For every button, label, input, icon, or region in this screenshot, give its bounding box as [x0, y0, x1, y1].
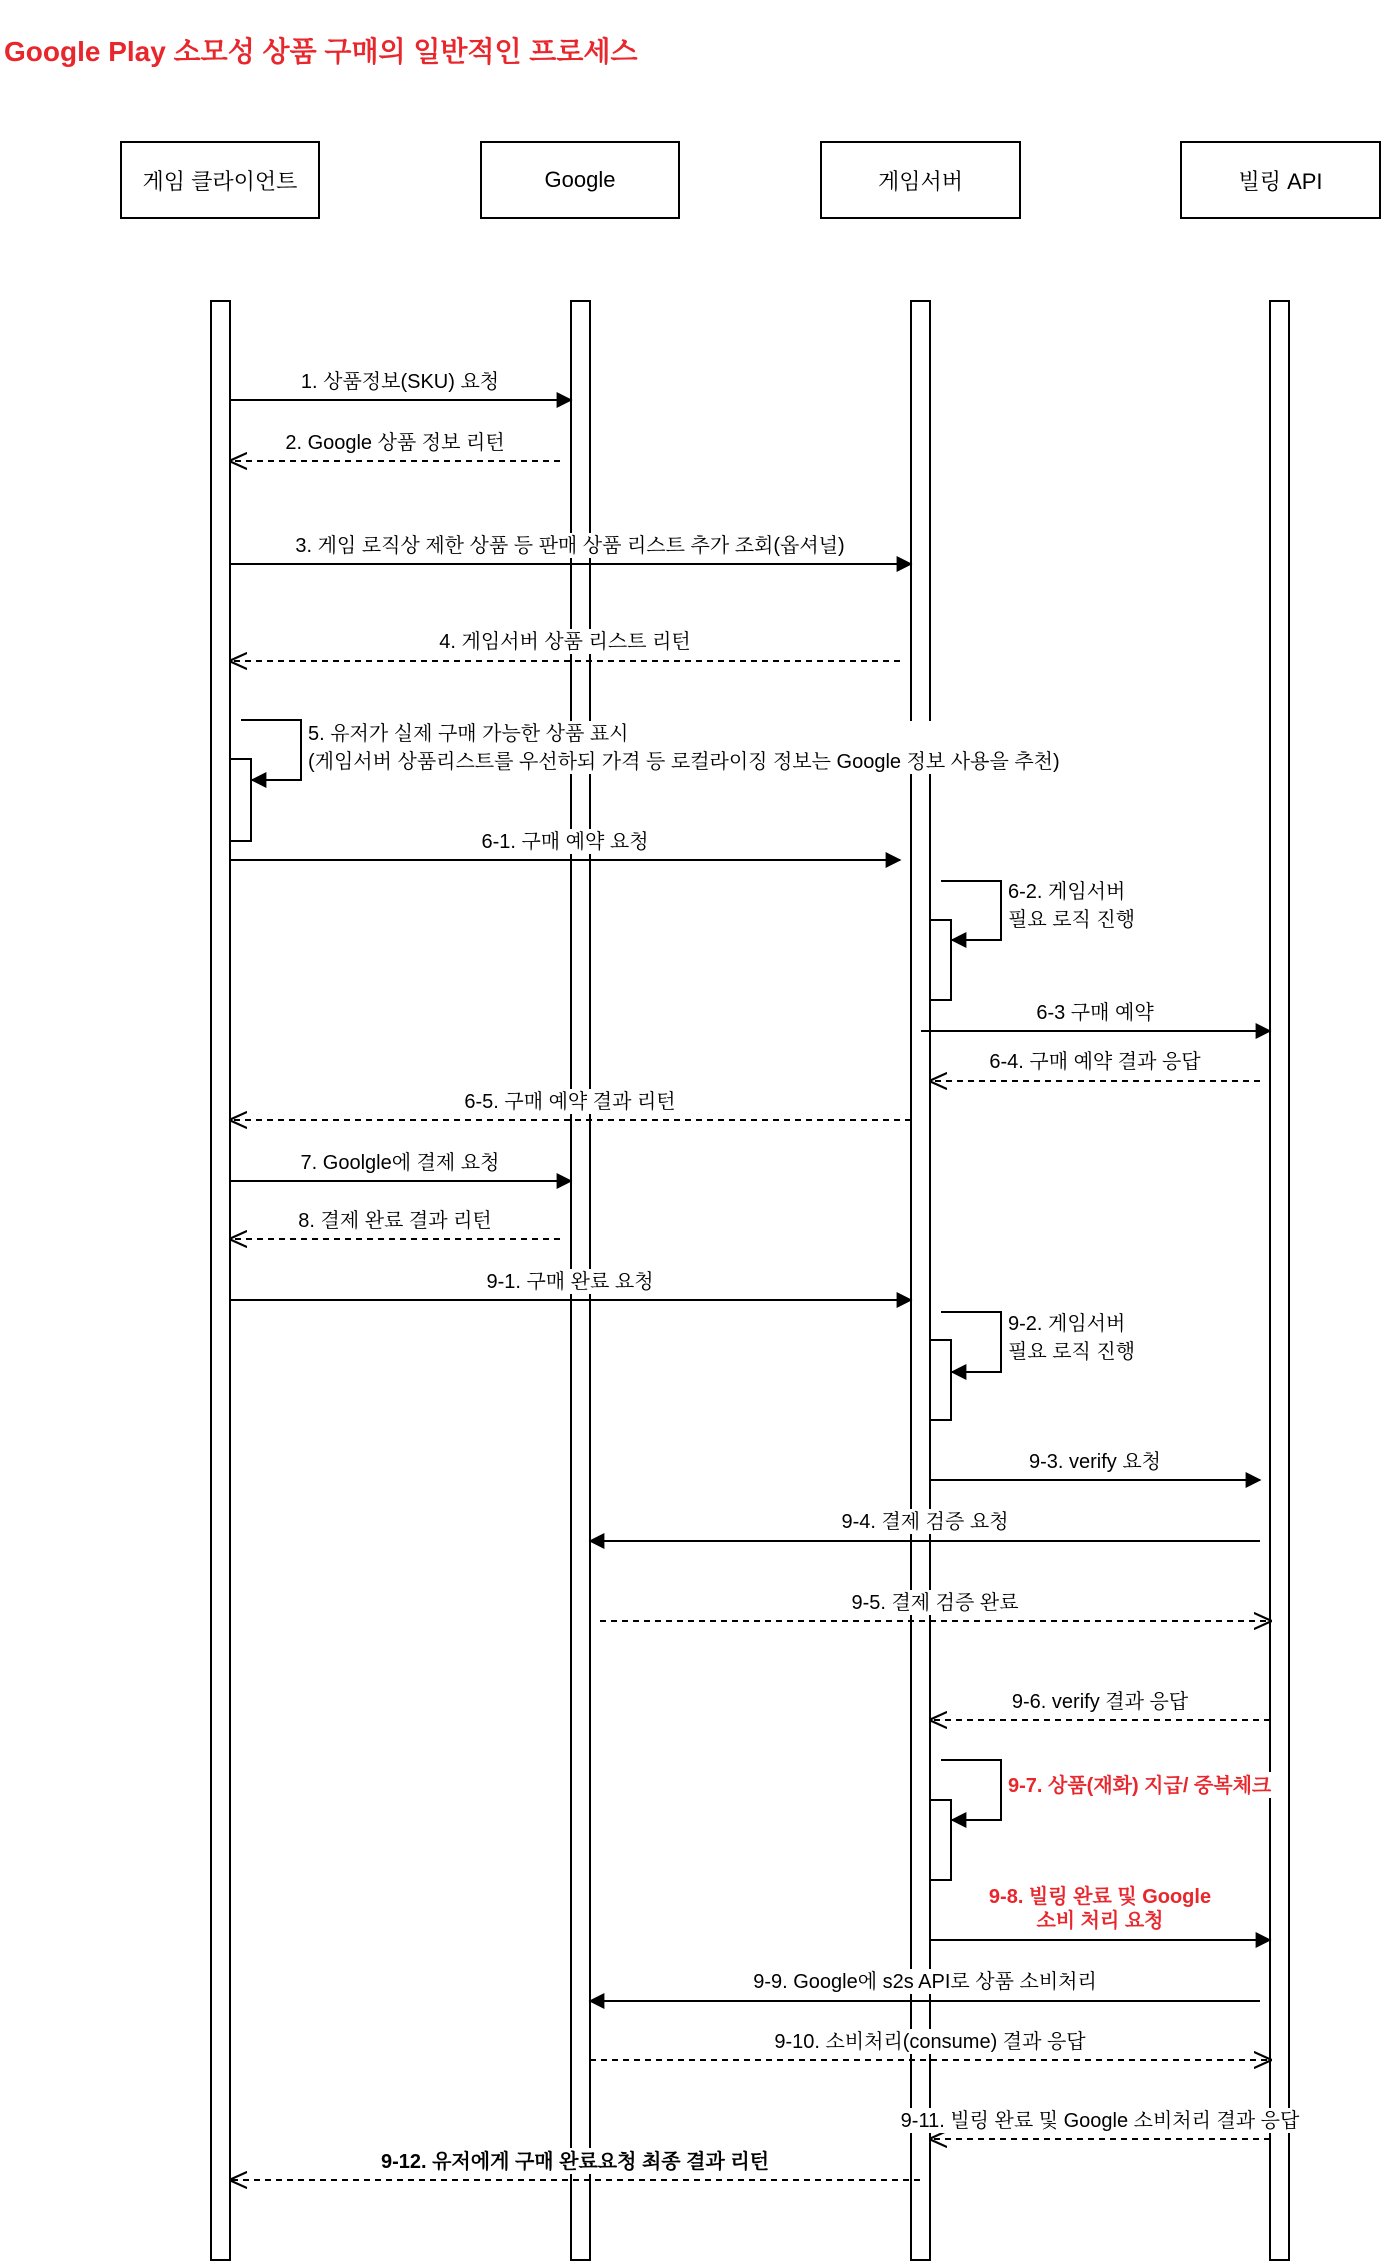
actor-google: Google	[480, 141, 680, 219]
activation-server-6-2	[930, 920, 951, 1000]
message-m8	[231, 1208, 560, 1239]
message-label: 6-3 구매 예약	[1036, 1002, 1154, 1024]
message-label: 5. 유저가 실제 구매 가능한 상품 표시 (게임서버 상품리스트를 우선하되 가격 등 로컬라이징 정보는 Google 정보 사용을 추천)	[308, 723, 1060, 773]
message-label: 2. Google 상품 정보 리턴	[285, 432, 505, 454]
message-m7	[230, 1150, 571, 1181]
message-label: 8. 결제 완료 결과 리턴	[298, 1210, 492, 1232]
message-label: 9-4. 결제 검증 요청	[841, 1511, 1009, 1533]
message-label: 6-2. 게임서버 필요 로직 진행	[1008, 881, 1136, 931]
message-m92	[941, 1311, 1137, 1372]
message-label: 9-5. 결제 검증 완료	[851, 1592, 1019, 1614]
actor-game-client: 게임 클라이언트	[120, 141, 320, 219]
message-label: 7. Goolgle에 결제 요청	[300, 1152, 500, 1174]
message-label: 6-4. 구매 예약 결과 응답	[989, 1051, 1201, 1073]
message-m62	[941, 879, 1137, 940]
lifeline-game-server	[911, 301, 930, 2260]
message-label: 9-11. 빌링 완료 및 Google 소비처리 결과 응답	[900, 2110, 1300, 2132]
actor-game-server: 게임서버	[820, 141, 1021, 219]
message-label: 1. 상품정보(SKU) 요청	[300, 371, 500, 393]
message-m64	[931, 1049, 1260, 1081]
message-label: 4. 게임서버 상품 리스트 리턴	[439, 631, 691, 653]
message-label: 6-1. 구매 예약 요청	[481, 831, 649, 853]
actor-billing-api: 빌링 API	[1180, 141, 1381, 219]
message-m95	[600, 1590, 1270, 1621]
message-m97	[941, 1760, 1274, 1820]
message-m5	[241, 720, 1062, 780]
message-m63	[921, 1000, 1270, 1031]
message-m96	[931, 1689, 1270, 1720]
message-m93	[930, 1449, 1260, 1480]
message-label: 9-8. 빌링 완료 및 Google 소비 처리 요청	[988, 1886, 1212, 1932]
lifeline-billing-api	[1270, 301, 1289, 2260]
lifeline-game-client	[211, 301, 230, 2260]
message-label: 3. 게임 로직상 제한 상품 등 판매 상품 리스트 추가 조회(옵셔널)	[295, 535, 845, 557]
message-label: 9-3. verify 요청	[1029, 1451, 1161, 1473]
message-label: 9-9. Google에 s2s API로 상품 소비처리	[753, 1971, 1097, 1993]
activation-server-9-2	[930, 1340, 951, 1420]
message-m4	[231, 629, 900, 661]
message-label: 9-1. 구매 완료 요청	[486, 1271, 654, 1293]
message-m911	[899, 2108, 1302, 2139]
message-m2	[231, 430, 560, 461]
diagram-title: Google Play 소모성 상품 구매의 일반적인 프로세스	[4, 36, 638, 67]
message-label: 9-2. 게임서버 필요 로직 진행	[1008, 1313, 1136, 1363]
message-label: 9-12. 유저에게 구매 완료요청 최종 결과 리턴	[380, 2151, 770, 2173]
activation-client-5	[230, 759, 251, 841]
message-label: 9-10. 소비처리(consume) 결과 응답	[774, 2031, 1086, 2053]
message-label: 9-7. 상품(재화) 지급/ 중복체크	[1008, 1775, 1272, 1797]
message-m98	[930, 1883, 1270, 1940]
message-m1	[230, 369, 571, 400]
message-label: 9-6. verify 결과 응답	[1011, 1691, 1189, 1713]
message-m61	[230, 829, 900, 860]
activation-server-9-7	[930, 1800, 951, 1880]
message-label: 6-5. 구매 예약 결과 리턴	[464, 1091, 676, 1113]
